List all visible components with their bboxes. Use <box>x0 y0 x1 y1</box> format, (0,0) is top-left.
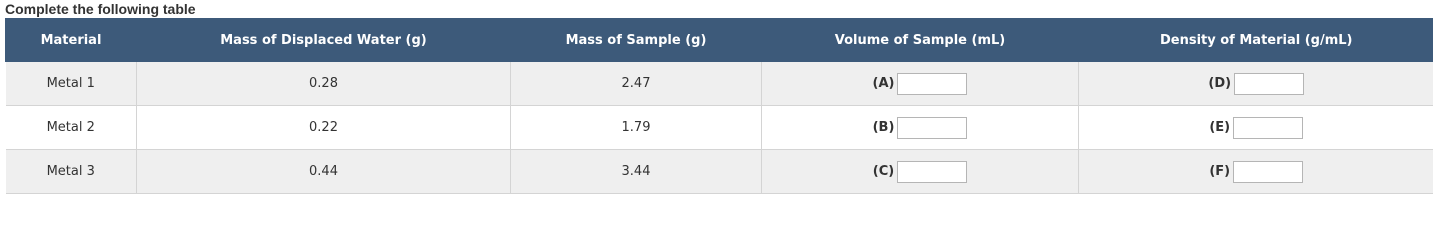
density-answer-label: (D) <box>1208 76 1232 91</box>
table-header-row <box>6 18 1433 62</box>
displaced-water-cell: 0.22 <box>137 106 511 150</box>
header-displaced-water: Mass of Displaced Water (g) <box>137 18 511 62</box>
density-answer-input[interactable] <box>1234 73 1304 95</box>
volume-cell <box>762 62 1079 106</box>
volume-answer-input[interactable] <box>897 117 967 139</box>
header-volume: Volume of Sample (mL) <box>762 18 1079 62</box>
volume-answer-input[interactable] <box>897 161 967 183</box>
table-row <box>6 106 1433 150</box>
volume-answer-label: (B) <box>872 120 895 135</box>
displaced-water-cell: 0.28 <box>137 62 511 106</box>
density-answer-label: (E) <box>1209 120 1231 135</box>
sample-mass-cell: 1.79 <box>511 106 762 150</box>
density-cell <box>1079 150 1433 194</box>
volume-answer-label: (A) <box>872 76 895 91</box>
table-caption: Complete the following table <box>5 1 196 17</box>
table-row <box>6 62 1433 106</box>
density-answer-input[interactable] <box>1233 161 1303 183</box>
displaced-water-cell: 0.44 <box>137 150 511 194</box>
sample-mass-cell: 3.44 <box>511 150 762 194</box>
material-cell: Metal 2 <box>6 106 137 150</box>
sample-mass-cell: 2.47 <box>511 62 762 106</box>
density-cell <box>1079 62 1433 106</box>
volume-cell <box>762 106 1079 150</box>
header-sample-mass: Mass of Sample (g) <box>511 18 762 62</box>
data-table <box>5 18 1433 194</box>
density-answer-label: (F) <box>1209 164 1231 179</box>
header-density: Density of Material (g/mL) <box>1079 18 1433 62</box>
header-material: Material <box>6 18 137 62</box>
volume-answer-input[interactable] <box>897 73 967 95</box>
material-cell: Metal 3 <box>6 150 137 194</box>
volume-answer-label: (C) <box>872 164 895 179</box>
table-row <box>6 150 1433 194</box>
density-answer-input[interactable] <box>1233 117 1303 139</box>
density-cell <box>1079 106 1433 150</box>
volume-cell <box>762 150 1079 194</box>
material-cell: Metal 1 <box>6 62 137 106</box>
